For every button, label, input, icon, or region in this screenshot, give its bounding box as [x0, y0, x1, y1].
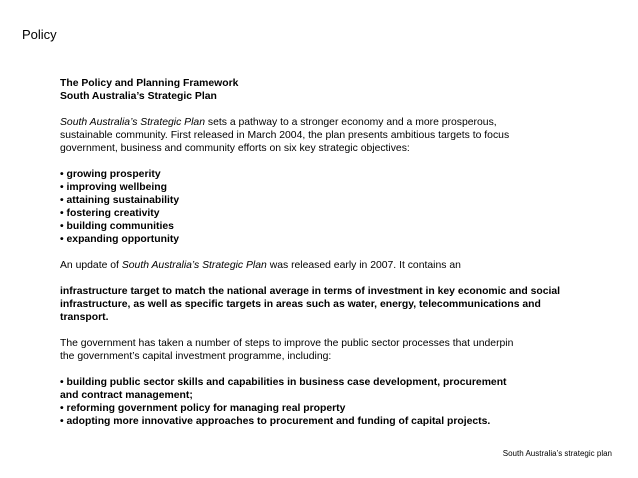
list-item: • improving wellbeing	[60, 182, 167, 193]
list-item: • building public sector skills and capabilities in business case development, procurement	[60, 377, 507, 388]
update-suffix: was released early in 2007. It contains an	[266, 260, 461, 271]
steps-intro-line-1: The government has taken a number of steps to improve the public sector processes that underpin	[60, 338, 514, 349]
intro-text: sets a pathway to a stronger economy and a more prosperous,	[204, 117, 497, 128]
list-item: • expanding opportunity	[60, 234, 180, 245]
list-item: • growing prosperity	[60, 169, 161, 180]
steps-intro-line-2: the government’s capital investment programme, including:	[60, 351, 332, 362]
list-item: • adopting more innovative approaches to procurement and funding of capital projects.	[60, 416, 491, 427]
target-line-3: transport.	[60, 312, 109, 323]
document-body	[60, 77, 600, 428]
plan-title-2: South Australia’s Strategic Plan	[121, 260, 267, 271]
steps-list	[60, 376, 600, 428]
intro-line-3: government, business and community efforts on six key strategic objectives:	[60, 143, 410, 154]
footer-caption: South Australia’s strategic plan	[502, 449, 612, 458]
list-item: • building communities	[60, 221, 174, 232]
intro-line-2: sustainable community. First released in March 2004, the plan presents ambitious targets to focus	[60, 130, 510, 141]
list-item: • reforming government policy for managing real property	[60, 403, 346, 414]
intro-paragraph	[60, 116, 600, 129]
list-item: and contract management;	[60, 390, 193, 401]
update-paragraph	[60, 259, 600, 272]
objectives-list	[60, 168, 600, 246]
update-prefix: An update of	[60, 260, 122, 271]
list-item: • fostering creativity	[60, 208, 160, 219]
plan-title: South Australia’s Strategic Plan	[60, 117, 205, 128]
list-item: • attaining sustainability	[60, 195, 180, 206]
heading-line-2: South Australia’s Strategic Plan	[60, 91, 217, 102]
target-line-1: infrastructure target to match the national average in terms of investment in key economic and social	[60, 286, 561, 297]
target-line-2: infrastructure, as well as specific targets in areas such as water, energy, telecommunications and	[60, 299, 541, 310]
heading-line-1: The Policy and Planning Framework	[60, 78, 239, 89]
page-label: Policy	[22, 27, 57, 42]
